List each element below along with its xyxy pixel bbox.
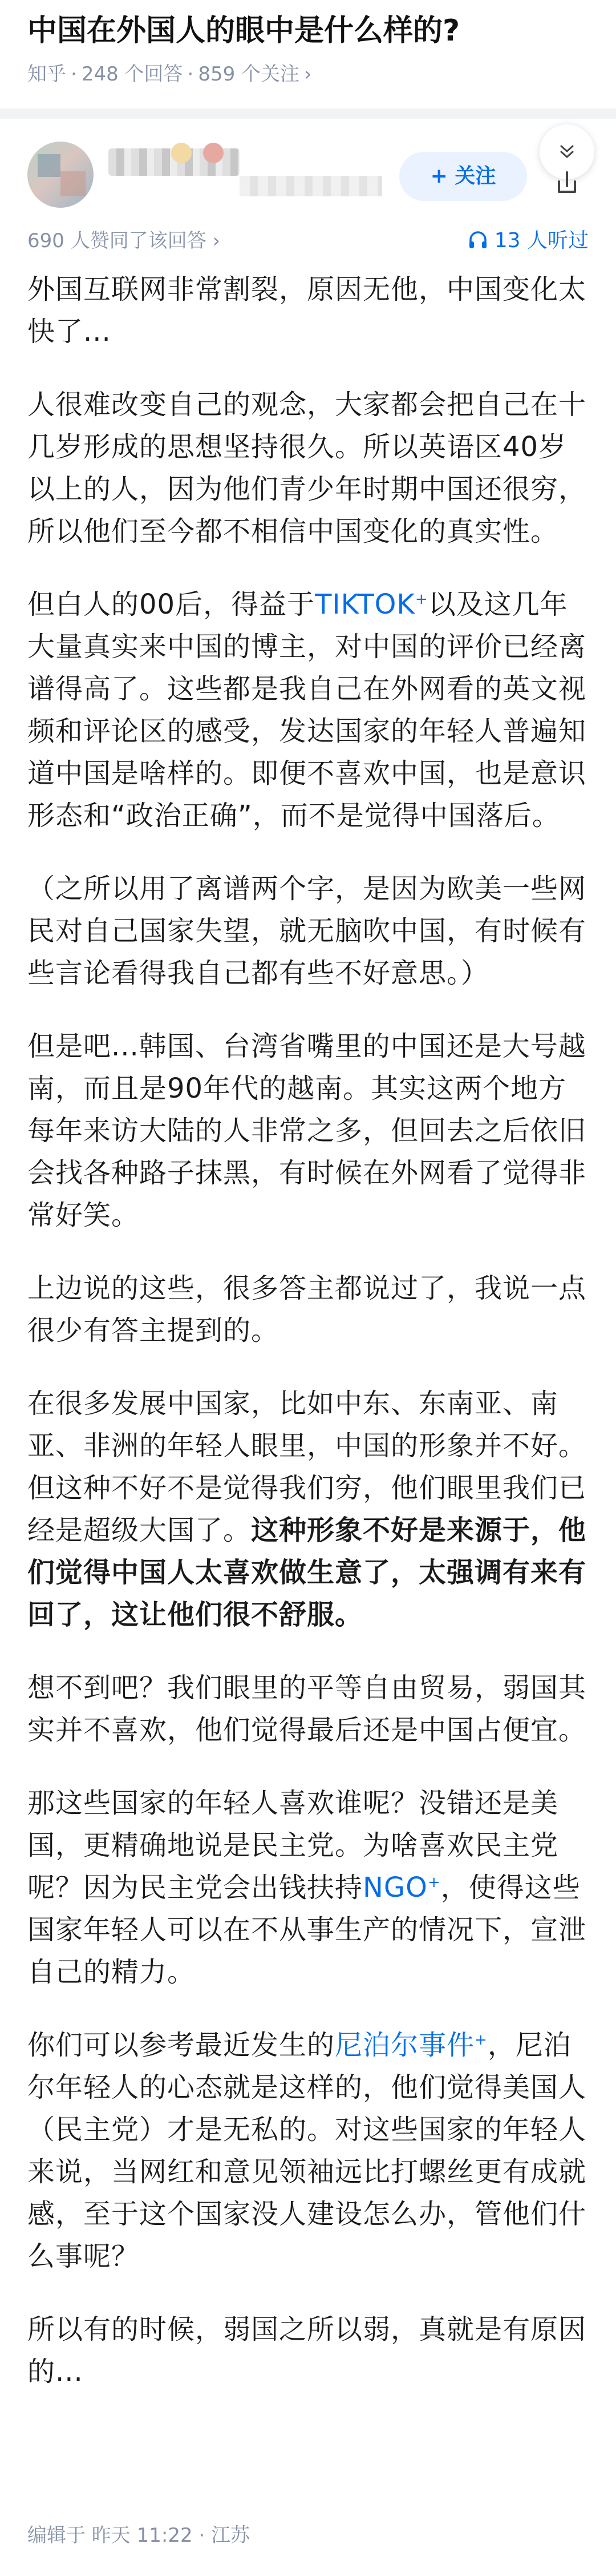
- double-chevron-down-icon: [556, 140, 578, 163]
- answer-paragraph: [27, 583, 589, 837]
- meta-separator: ·: [71, 63, 77, 86]
- link-text: NGO: [363, 1872, 428, 1904]
- section-divider: [0, 108, 616, 119]
- answer-paragraph: [27, 1382, 589, 1636]
- listen-count: 13 人听过: [494, 229, 589, 252]
- chevron-right-icon: ›: [212, 229, 221, 252]
- author-bio-redacted: [240, 176, 382, 196]
- link-mark-icon: +: [427, 1874, 441, 1891]
- stats-row: [0, 221, 616, 267]
- listen-button[interactable]: [467, 228, 589, 253]
- question-title[interactable]: 中国在外国人的眼中是什么样的?: [27, 14, 460, 48]
- source-label: 知乎: [27, 63, 66, 86]
- author-row: [0, 119, 616, 221]
- share-icon[interactable]: [551, 167, 583, 199]
- question-header: [0, 0, 616, 108]
- upvote-count[interactable]: [27, 228, 220, 253]
- meta-separator: ·: [187, 63, 194, 86]
- paragraph-text: 以及这几年大量真实来中国的博主，对中国的评价已经离谱得高了。这些都是我自己在外网看的英文视频和评论区的感受，发达国家的年轻人普遍知道中国是啥样的。即便不喜欢中国，也是意识形态和“政治正确”，而不是觉得中国落后。: [27, 588, 587, 832]
- paragraph-text: 但白人的00后，得益于: [27, 588, 315, 620]
- upvote-label: 690 人赞同了该回答: [27, 229, 206, 252]
- answer-body: [27, 268, 589, 2424]
- link-mark-icon: +: [415, 591, 428, 608]
- answer-paragraph: 人很难改变自己的观念，大家都会把自己在十几岁形成的思想坚持很久。所以英语区40岁以上的人，因为他们青少年时期中国还很穷，所以他们至今都不相信中国变化的真实性。: [27, 389, 587, 547]
- question-meta[interactable]: [27, 62, 312, 87]
- answer-paragraph: 所以有的时候，弱国之所以弱，真就是有原因的...: [27, 2313, 587, 2388]
- headphones-icon: [467, 229, 489, 251]
- answer-paragraph: 但是吧...韩国、台湾省嘴里的中国还是大号越南，而且是90年代的越南。其实这两个地方每年来访大陆的人非常之多，但回去之后依旧会找各种路子抹黑，有时候在外网看了觉得非常好笑。: [27, 1030, 587, 1231]
- tiktok-link[interactable]: [315, 588, 428, 620]
- paragraph-text: 在很多发展中国家，比如中东、东南亚、南亚、非洲的年轻人眼里，中国的形象并不好。但这种不好不是觉得我们穷，他们眼里我们已经是超级大国了。: [27, 1388, 587, 1546]
- link-mark-icon: +: [475, 2031, 488, 2049]
- bold-text: 这种形象不好是来源于，他们觉得中国人太喜欢做生意了，太强调有来有回了，这让他们很不舒服。: [27, 1514, 587, 1631]
- paragraph-text: ，尼泊尔年轻人的心态就是这样的，他们觉得美国人（民主党）才是无私的。对这些国家的年轻人来说，当网红和意见领袖远比打螺丝更有成就感，至于这个国家没人建设怎么办，管他们什么事呢？: [27, 2029, 587, 2272]
- answer-paragraph: 想不到吧？我们眼里的平等自由贸易，弱国其实并不喜欢，他们觉得最后还是中国占便宜。: [27, 1672, 587, 1746]
- answer-paragraph: [27, 1782, 589, 1993]
- edit-timestamp: 编辑于 昨天 11:22 · 江苏: [27, 2524, 250, 2547]
- follower-count: 859 个关注: [198, 63, 300, 86]
- paragraph-text: ，使得这些国家年轻人可以在不从事生产的情况下，宣泄自己的精力。: [27, 1872, 587, 1988]
- chevron-right-icon: ›: [304, 63, 312, 86]
- follow-button[interactable]: + 关注: [399, 152, 527, 201]
- nepal-event-link[interactable]: [335, 2029, 488, 2061]
- avatar[interactable]: [27, 142, 94, 208]
- answer-paragraph: （之所以用了离谱两个字，是因为欧美一些网民对自己国家失望，就无脑吹中国，有时候有些言论看得我自己都有些不好意思。）: [27, 873, 587, 989]
- answer-paragraph: 外国互联网非常割裂，原因无他，中国变化太快了...: [27, 273, 587, 348]
- paragraph-text: 那这些国家的年轻人喜欢谁呢？没错还是美国，更精确地说是民主党。为啥喜欢民主党呢？因为民主党会出钱扶持: [27, 1787, 559, 1904]
- paragraph-text: 你们可以参考最近发生的: [27, 2029, 335, 2061]
- answer-count: 248 个回答: [81, 63, 183, 86]
- author-badge-icon: [171, 143, 192, 163]
- answer-paragraph: 上边说的这些，很多答主都说过了，我说一点很少有答主提到的。: [27, 1272, 587, 1347]
- answer-paragraph: [27, 2024, 589, 2277]
- ngo-link[interactable]: [363, 1872, 441, 1904]
- author-badge-icon: [203, 143, 224, 163]
- link-text: TIKTOK: [315, 588, 415, 620]
- link-text: 尼泊尔事件: [335, 2029, 475, 2061]
